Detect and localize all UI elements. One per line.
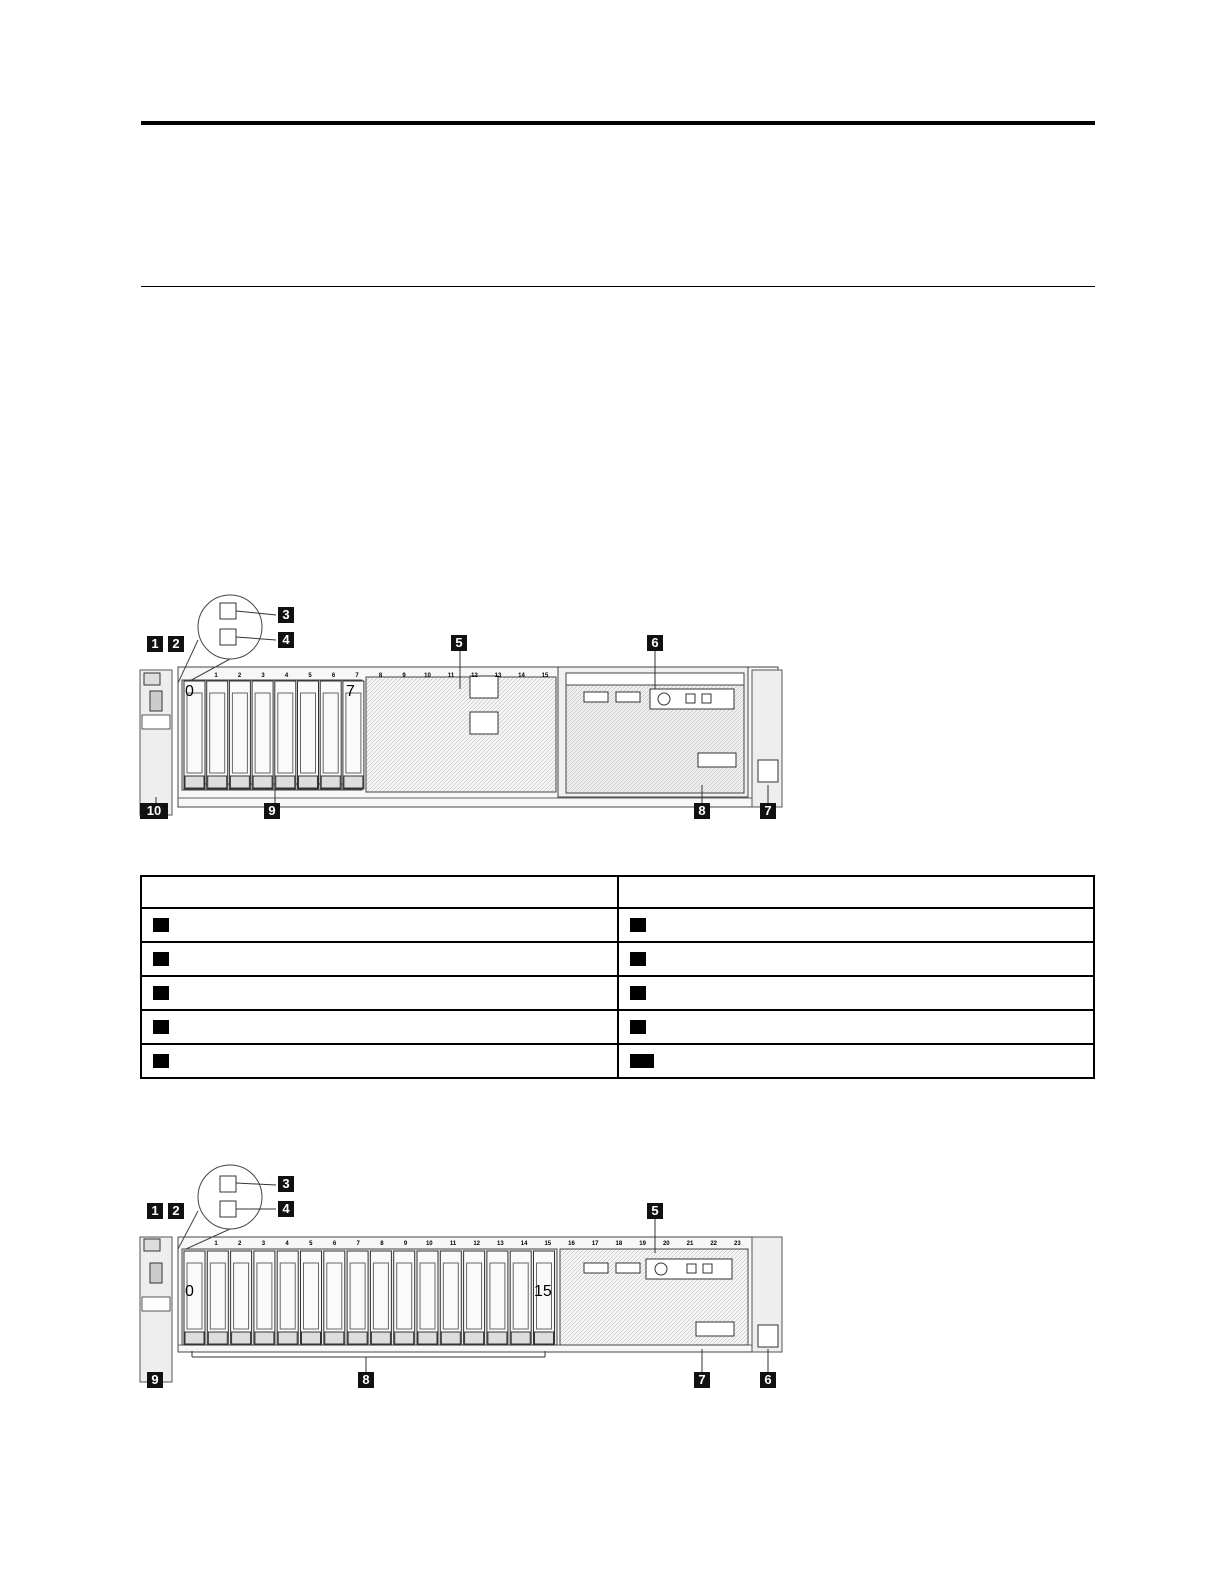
table-row (141, 908, 1094, 942)
server-front-view-16-drive (130, 1155, 790, 1395)
callout-legend-table (140, 875, 1095, 1079)
bay-number-label: 6 (331, 673, 336, 679)
usb-3-port-icon (584, 692, 608, 702)
callout-1: 1 (147, 1203, 163, 1219)
callout-marker (630, 986, 646, 1000)
drive-latch (253, 776, 272, 788)
callout-10: 10 (140, 803, 168, 819)
bay-number-label: 9 (402, 673, 406, 679)
callout-8: 8 (358, 1372, 374, 1388)
callout-5: 5 (647, 1203, 663, 1219)
bay-number-label: 13 (494, 673, 502, 679)
bay-number-label: 7 (355, 673, 359, 679)
drive-latch (185, 1332, 204, 1344)
bay-number-label: 15 (541, 673, 549, 679)
bay-number-label: 15 (544, 1241, 552, 1247)
server-illustration-1 (130, 585, 790, 825)
drive-latch (348, 1332, 367, 1344)
bay-number-label: 4 (284, 673, 289, 679)
table-row (141, 1010, 1094, 1044)
callout-4: 4 (278, 1201, 294, 1217)
drive-latch (302, 1332, 321, 1344)
drive-latch (488, 1332, 507, 1344)
right-rack-handle (752, 670, 782, 807)
drive-latch (278, 1332, 297, 1344)
bay-number-label: 10 (424, 673, 431, 679)
bay-number-label: 2 (238, 1241, 242, 1247)
bay-number-label: 1 (214, 673, 218, 679)
drive-latch (418, 1332, 437, 1344)
bay-number-label: 19 (639, 1241, 646, 1247)
callout-2: 2 (168, 1203, 184, 1219)
table-cell (618, 908, 1094, 942)
bay-number-label: 1 (214, 1241, 218, 1247)
drive-number-first: 0 (185, 683, 194, 700)
bay-number-label: 3 (261, 1241, 266, 1247)
callout-7: 7 (760, 803, 776, 819)
server-front-view-8-drive (130, 585, 790, 825)
table-cell (618, 942, 1094, 976)
bay-number-label: 8 (378, 673, 383, 679)
table-cell (141, 1044, 618, 1078)
callout-3: 3 (278, 607, 294, 623)
drive-latch (276, 776, 295, 788)
callout-marker (153, 1020, 169, 1034)
drive-number-last: 7 (346, 683, 355, 700)
drive-number-last: 15 (534, 1283, 552, 1300)
drive-latch (321, 776, 340, 788)
callout-6: 6 (647, 635, 663, 651)
bay-number-label: 7 (356, 1241, 360, 1247)
bay-number-label: 10 (425, 1241, 433, 1247)
bay-number-label: 12 (473, 1241, 481, 1247)
server-illustration-2 (130, 1155, 790, 1395)
bay-number-label: 6 (332, 1241, 337, 1247)
drive-filler (366, 677, 556, 792)
bay-number-label: 16 (568, 1241, 575, 1247)
callout-9: 9 (147, 1372, 163, 1388)
callout-marker (153, 1054, 169, 1068)
drive-latch (230, 776, 249, 788)
bay-number-label: 11 (447, 673, 455, 679)
callout-7: 7 (694, 1372, 710, 1388)
callout-5: 5 (451, 635, 467, 651)
drive-latch (185, 776, 204, 788)
callout-3: 3 (278, 1176, 294, 1192)
callout-marker (630, 952, 646, 966)
table-row (141, 976, 1094, 1010)
bay-number-label: 12 (471, 673, 478, 679)
section-rule (141, 286, 1095, 287)
drive-latch (441, 1332, 460, 1344)
callout-1: 1 (147, 636, 163, 652)
table-header-cell (618, 876, 1094, 908)
led-detail-magnifier (198, 1165, 262, 1229)
callout-marker (153, 918, 169, 932)
vga-connector-icon (150, 1263, 162, 1283)
bay-number-label: 14 (518, 673, 525, 679)
callout-marker (630, 918, 646, 932)
drive-latch (232, 1332, 251, 1344)
usb-2-port-icon (616, 1263, 640, 1273)
bay-number-label: 22 (710, 1241, 718, 1247)
table-cell (618, 1010, 1094, 1044)
callout-marker (630, 1020, 646, 1034)
pull-out-info-tab (696, 1322, 734, 1336)
drive-latch (395, 1332, 414, 1344)
bay-number-label: 21 (686, 1241, 694, 1247)
table-cell (618, 976, 1094, 1010)
table-cell (141, 1010, 618, 1044)
drive-latch (325, 1332, 344, 1344)
drive-latch (535, 1332, 554, 1344)
bay-number-label: 13 (497, 1241, 504, 1247)
callout-6: 6 (760, 1372, 776, 1388)
drive-number-first: 0 (185, 1283, 194, 1300)
bay-number-label: 5 (309, 1241, 313, 1247)
bay-number-label: 20 (662, 1241, 670, 1247)
drive-latch (208, 1332, 227, 1344)
drive-latch (371, 1332, 390, 1344)
drive-latch (344, 776, 363, 788)
callout-marker (630, 1054, 654, 1068)
table-row (141, 1044, 1094, 1078)
callout-2: 2 (168, 636, 184, 652)
bay-number-label: 3 (261, 673, 265, 679)
bay-number-label: 23 (734, 1241, 741, 1247)
bay-number-label: 11 (449, 1241, 457, 1247)
bay-number-label: 9 (403, 1241, 408, 1247)
callout-marker (153, 986, 169, 1000)
drive-latch (299, 776, 318, 788)
callout-marker (153, 952, 169, 966)
bay-number-label: 5 (308, 673, 312, 679)
callout-8: 8 (694, 803, 710, 819)
table-cell (141, 976, 618, 1010)
bay-number-label: 14 (520, 1241, 528, 1247)
header-rule (141, 121, 1095, 125)
bay-number-label: 17 (591, 1241, 599, 1247)
drive-latch (255, 1332, 274, 1344)
bay-number-label: 2 (237, 673, 242, 679)
callout-4: 4 (278, 632, 294, 648)
drive-latch (208, 776, 227, 788)
table-cell (141, 908, 618, 942)
table-header-cell (141, 876, 618, 908)
drive-latch (511, 1332, 530, 1344)
vga-connector-icon (150, 691, 162, 711)
table-cell (141, 942, 618, 976)
bay-number-label: 18 (615, 1241, 623, 1247)
callout-9: 9 (264, 803, 280, 819)
table-header-row (141, 876, 1094, 908)
bay-number-label: 8 (380, 1241, 384, 1247)
table-row (141, 942, 1094, 976)
usb-3-port-icon (584, 1263, 608, 1273)
bay-number-label: 4 (285, 1241, 289, 1247)
table-cell (618, 1044, 1094, 1078)
pull-out-info-tab (698, 753, 736, 767)
drive-latch (465, 1332, 484, 1344)
usb-port-icon (144, 1239, 160, 1251)
usb-2-port-icon (616, 692, 640, 702)
usb-port-icon (144, 673, 160, 685)
